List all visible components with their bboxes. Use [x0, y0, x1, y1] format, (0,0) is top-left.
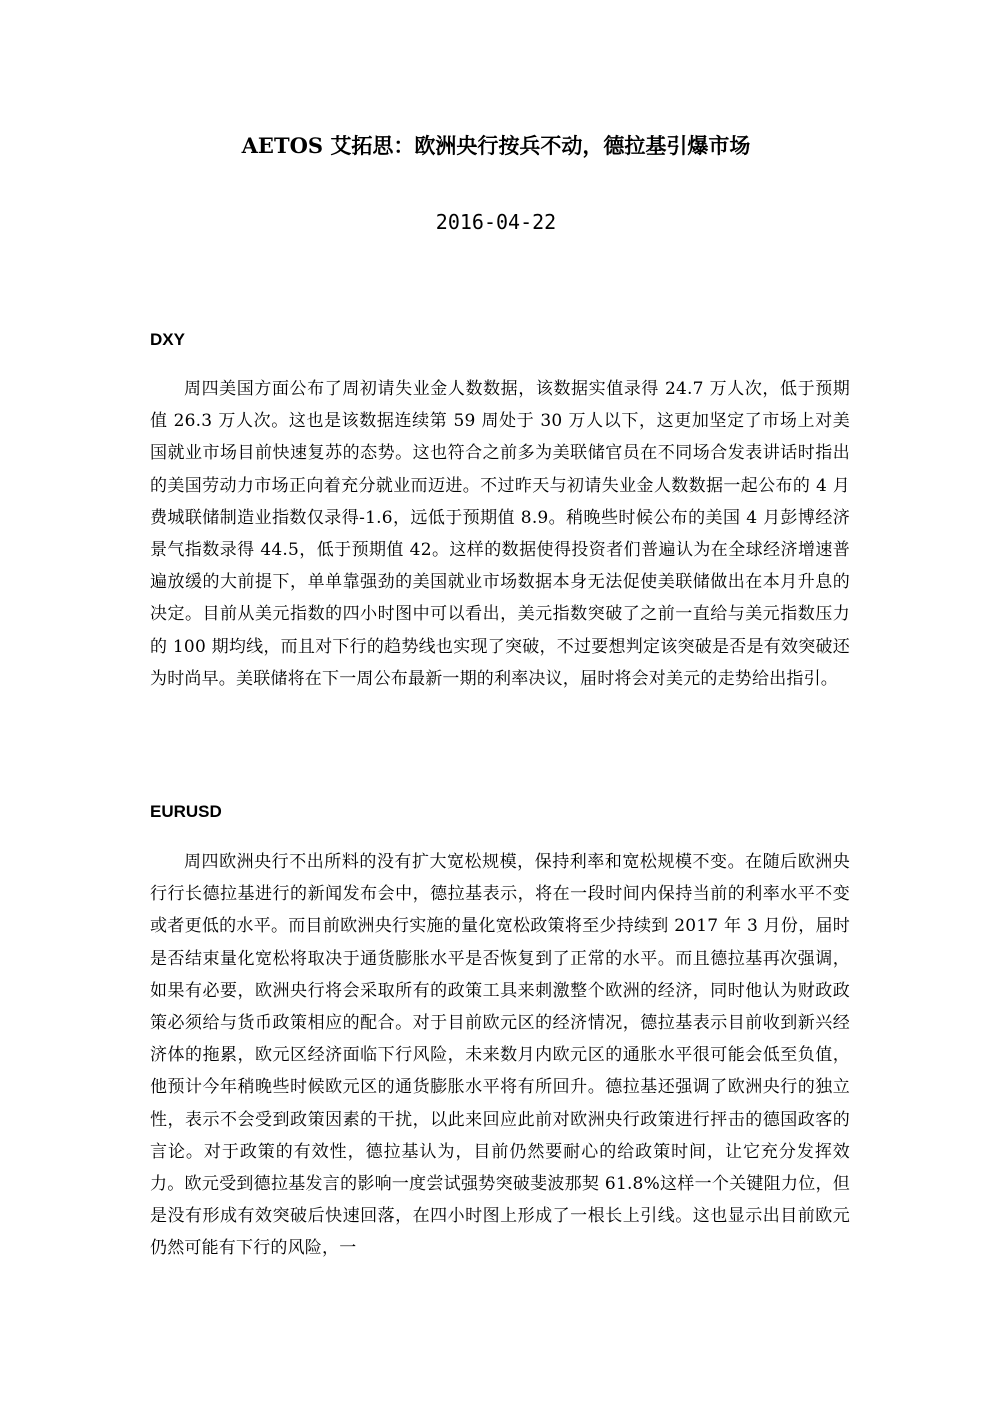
section-paragraph-eurusd: 周四欧洲央行不出所料的没有扩大宽松规模，保持利率和宽松规模不变。在随后欧洲央行行长德拉基进行的新闻发布会中，德拉基表示，将在一段时间内保持当前的利率水平不变或者更低的水平。而目前欧洲央行实施的量化宽松政策将至少持续到 2017 年 3 月份，届时是否结束量化宽松将取决于通货膨胀水平是否恢复到了正常的水平。而且德拉基再次强调，如果有必要，欧洲央行将会采取所有的政策工具来刺激整个欧洲的经济，同时他认为财政政策必须给与货币政策相应的配合。对于目前欧元区的经济情况，德拉基表示目前收到新兴经济体的拖累，欧元区经济面临下行风险，未来数月内欧元区的通胀水平很可能会低至负值，他预计今年稍晚些时候欧元区的通货膨胀水平将有所回升。德拉基还强调了欧洲央行的独立性，表示不会受到政策因素的干扰，以此来回应此前对欧洲央行政策进行抨击的德国政客的言论。对于政策的有效性，德拉基认为，目前仍然要耐心的给政策时间，让它充分发挥效力。欧元受到德拉基发言的影响一度尝试强势突破斐波那契 61.8%这样一个关键阻力位，但是没有形成有效突破后快速回落，在四小时图上形成了一根长上引线。这也显示出目前欧元仍然可能有下行的风险，一 [150, 852, 850, 1259]
section-paragraph-dxy: 周四美国方面公布了周初请失业金人数数据，该数据实值录得 24.7 万人次，低于预期值 26.3 万人次。这也是该数据连续第 59 周处于 30 万人以下，这更加坚定了市场上对美国就业市场目前快速复苏的态势。这也符合之前多为美联储官员在不同场合发表讲话时指出的美国劳动力市场正向着充分就业而迈进。不过昨天与初请失业金人数数据一起公布的 4 月费城联储制造业指数仅录得-1.6，远低于预期值 8.9。稍晚些时候公布的美国 4 月彭博经济景气指数录得 44.5，低于预期值 42。这样的数据使得投资者们普遍认为在全球经济增速普遍放缓的大前提下，单单靠强劲的美国就业市场数据本身无法促使美联储做出在本月升息的决定。目前从美元指数的四小时图中可以看出，美元指数突破了之前一直给与美元指数压力的 100 期均线，而且对下行的趋势线也实现了突破，不过要想判定该突破是否是有效突破还为时尚早。美联储将在下一周公布最新一期的利率决议，届时将会对美元的走势给出指引。 [150, 379, 850, 689]
section-heading-eurusd: EURUSD [150, 802, 222, 821]
document-title: AETOS 艾拓思：欧洲央行按兵不动，德拉基引爆市场 [241, 133, 751, 158]
section-heading-dxy: DXY [150, 330, 185, 349]
document-date: 2016-04-22 [435, 210, 557, 234]
